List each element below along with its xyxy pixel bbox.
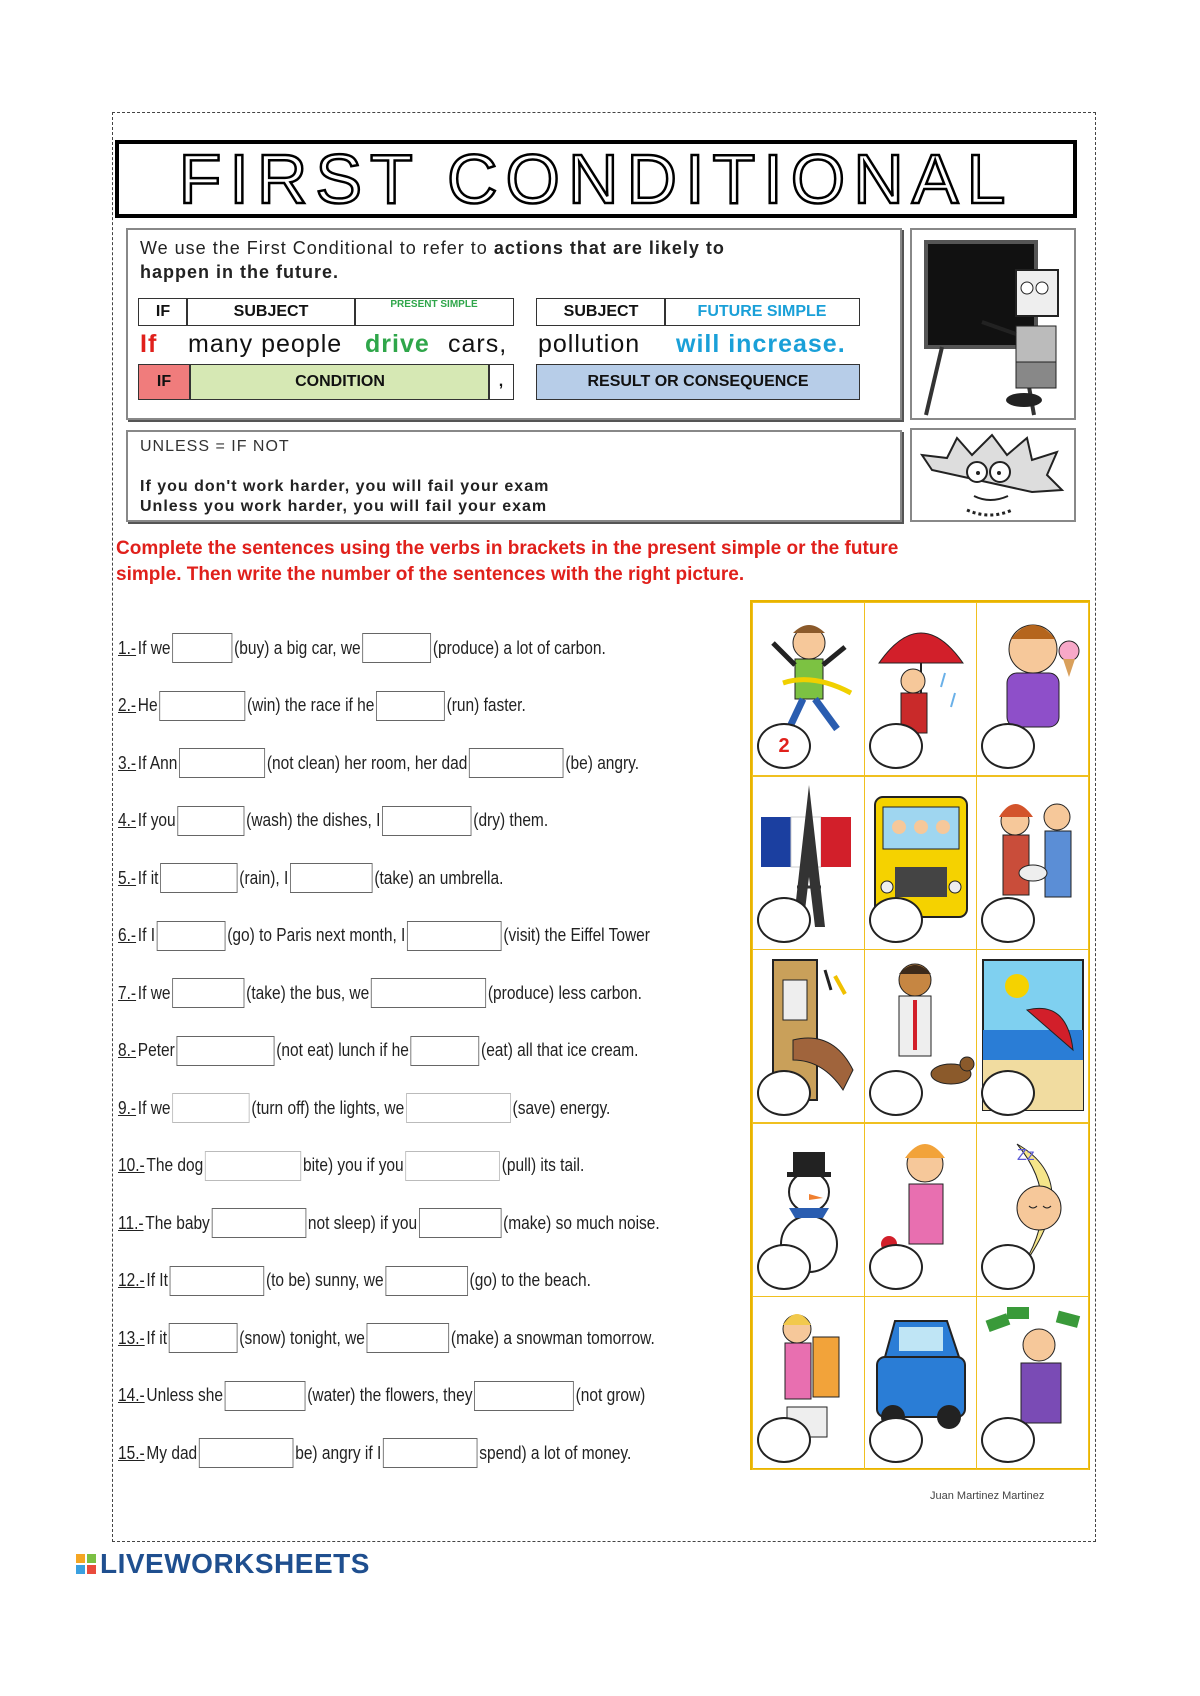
answer-circle[interactable] <box>757 1070 811 1116</box>
answer-blank-1[interactable] <box>177 806 244 836</box>
answer-blank-2[interactable] <box>362 633 431 663</box>
answer-circle[interactable]: 2 <box>757 723 811 769</box>
sentence-row <box>118 862 503 894</box>
answer-blank-2[interactable] <box>367 1323 450 1353</box>
sentence-part-1: If it <box>146 1327 168 1348</box>
sentence-part-2: (not eat) lunch if he <box>276 1040 409 1060</box>
sentence-part-2: not sleep) if you <box>307 1212 418 1233</box>
instructions-line2: simple. Then write the number of the sentences with the right picture. <box>116 564 745 585</box>
unless-heading: UNLESS = IF NOT <box>140 438 290 455</box>
sentence-part-2: bite) you if you <box>302 1155 404 1175</box>
sentence-number: 8.- <box>118 1040 137 1060</box>
brand-logo[interactable] <box>76 1548 370 1580</box>
answer-blank-2[interactable] <box>419 1208 502 1238</box>
picture-cell <box>976 1296 1089 1470</box>
answer-blank-1[interactable] <box>199 1438 294 1468</box>
intro-bold: actions that are likely to <box>493 238 725 258</box>
sentence-part-1: If you <box>137 810 176 830</box>
answer-blank-1[interactable] <box>169 1323 238 1353</box>
example-object: cars, <box>448 330 508 358</box>
answer-blank-1[interactable] <box>179 748 265 778</box>
answer-blank-1[interactable] <box>160 863 237 893</box>
structure-future-simple: FUTURE SIMPLE <box>664 298 860 326</box>
svg-text:Zz: Zz <box>1017 1146 1035 1164</box>
sentence-part-1: If we <box>137 1097 171 1118</box>
sentence-part-1: If Ann <box>137 752 178 773</box>
sentence-part-1: My dad <box>146 1442 198 1463</box>
answer-blank-2[interactable] <box>383 1438 478 1468</box>
sentence-number: 5.- <box>118 867 137 888</box>
sentence-part-1: If I <box>137 925 156 945</box>
intro-text <box>140 236 880 284</box>
intro-line1: We use the First Conditional to refer to <box>140 238 494 258</box>
example-result-verb: will increase. <box>676 330 846 358</box>
sentence-part-1: If we <box>137 982 171 1003</box>
condition-label: CONDITION <box>190 364 490 400</box>
answer-blank-2[interactable] <box>385 1266 468 1296</box>
answer-blank-1[interactable] <box>225 1381 306 1411</box>
instructions-line1: Complete the sentences using the verbs in brackets in the present simple or the future <box>116 538 899 559</box>
sentence-part-1: He <box>137 695 158 715</box>
sentence-number: 6.- <box>118 925 137 945</box>
sentence-row <box>118 805 548 837</box>
unless-example-1: If you don't work harder, you will fail your exam <box>140 478 550 495</box>
picture-cell <box>752 602 865 776</box>
sentence-row <box>118 690 526 722</box>
sentence-row <box>118 1035 638 1067</box>
answer-blank-2[interactable] <box>371 978 486 1008</box>
sentence-number: 14.- <box>118 1385 145 1405</box>
sentence-part-3: spend) a lot of money. <box>479 1442 632 1463</box>
grammar-info-box <box>126 228 902 420</box>
answer-blank-2[interactable] <box>290 863 373 893</box>
answer-circle[interactable] <box>981 1417 1035 1463</box>
condition-if: IF <box>138 364 190 400</box>
sentence-number: 2.- <box>118 695 137 715</box>
structure-subject: SUBJECT <box>186 298 356 326</box>
answer-blank-2[interactable] <box>407 921 502 951</box>
sentence-part-1: The dog <box>146 1155 204 1175</box>
sentence-number: 9.- <box>118 1097 137 1118</box>
sentence-row <box>118 1437 631 1469</box>
sentence-part-2: (win) the race if he <box>247 695 375 715</box>
sentence-part-2: (take) the bus, we <box>246 982 370 1003</box>
instructions <box>116 536 1046 588</box>
unless-box <box>126 430 902 522</box>
answer-blank-2[interactable] <box>376 691 445 721</box>
brand-name: LIVEWORKSHEETS <box>100 1548 370 1579</box>
answer-blank-2[interactable] <box>405 1151 500 1181</box>
sentence-part-3: (make) a snowman tomorrow. <box>450 1327 655 1348</box>
example-if: If <box>140 330 158 358</box>
answer-blank-2[interactable] <box>382 806 471 836</box>
sentence-part-3: (not grow) <box>575 1385 646 1405</box>
boy-at-blackboard-icon <box>912 230 1074 418</box>
sentence-part-3: (produce) less carbon. <box>487 982 642 1003</box>
sentence-part-1: Peter <box>137 1040 175 1060</box>
sentence-part-3: (take) an umbrella. <box>374 867 504 888</box>
sentence-row <box>118 1380 645 1412</box>
sentence-part-1: Unless she <box>146 1385 223 1405</box>
sentence-part-3: (dry) them. <box>473 810 549 830</box>
author-credit: Juan Martinez Martinez <box>930 1490 1045 1502</box>
sentence-row <box>118 977 642 1009</box>
answer-circle[interactable] <box>757 1417 811 1463</box>
sentence-part-3: (pull) its tail. <box>501 1155 585 1175</box>
picture-cell <box>864 1296 977 1470</box>
picture-cell <box>976 1123 1089 1297</box>
sentence-part-2: (snow) tonight, we <box>239 1327 365 1348</box>
answer-blank-2[interactable] <box>469 748 564 778</box>
sentence-row <box>118 632 606 664</box>
answer-circle[interactable] <box>869 1070 923 1116</box>
sentence-part-2: (turn off) the lights, we <box>251 1097 405 1118</box>
picture-cell <box>864 1123 977 1297</box>
picture-cell <box>864 602 977 776</box>
picture-cell <box>976 602 1089 776</box>
sentence-part-3: (be) angry. <box>565 752 640 773</box>
sentence-number: 4.- <box>118 810 137 830</box>
structure-if: IF <box>138 298 188 326</box>
sentence-number: 1.- <box>118 637 137 658</box>
picture-cell <box>864 776 977 950</box>
picture-cell <box>752 1296 865 1470</box>
sentence-part-2: (water) the flowers, they <box>307 1385 473 1405</box>
teacher-picture <box>910 228 1076 420</box>
page-title: FIRST CONDITIONAL <box>178 140 1014 218</box>
sentence-number: 3.- <box>118 752 137 773</box>
intro-line2: happen in the future. <box>140 262 339 282</box>
sentence-part-3: (visit) the Eiffel Tower <box>503 925 650 945</box>
girl-face-icon <box>912 430 1074 520</box>
condition-comma: , <box>488 364 514 400</box>
example-verb: drive <box>365 330 430 358</box>
answer-blank-1[interactable] <box>172 978 244 1008</box>
sentence-part-1: The baby <box>145 1212 210 1233</box>
structure-subject-2: SUBJECT <box>536 298 666 326</box>
answer-blank-1[interactable] <box>170 1266 265 1296</box>
picture-cell <box>864 949 977 1123</box>
answer-blank-2[interactable] <box>411 1036 480 1066</box>
example-result-subject: pollution <box>538 330 641 358</box>
unless-example-2: Unless you work harder, you will fail your exam <box>140 498 548 515</box>
sentence-part-2: be) angry if I <box>295 1442 382 1463</box>
sentence-number: 12.- <box>118 1270 145 1290</box>
sentence-part-3: (go) to the beach. <box>469 1270 591 1290</box>
sentence-part-1: If it <box>137 867 159 888</box>
answer-circle[interactable] <box>869 1244 923 1290</box>
picture-cell <box>752 1123 865 1297</box>
answer-blank-1[interactable] <box>172 633 232 663</box>
answer-circle[interactable] <box>981 723 1035 769</box>
sentence-part-2: (buy) a big car, we <box>234 637 361 658</box>
example-subject: many people <box>188 330 343 358</box>
sentence-part-3: (make) so much noise. <box>503 1212 660 1233</box>
sentence-row <box>118 920 650 952</box>
sentence-row <box>118 1150 584 1182</box>
sentence-number: 10.- <box>118 1155 145 1175</box>
sentence-row <box>118 1322 655 1354</box>
picture-cell <box>976 949 1089 1123</box>
answer-circle[interactable] <box>757 897 811 943</box>
sentence-number: 15.- <box>118 1442 145 1463</box>
answer-blank-1[interactable] <box>172 1093 249 1123</box>
answer-blank-2[interactable] <box>474 1381 574 1411</box>
sentence-part-3: (produce) a lot of carbon. <box>432 637 606 658</box>
answer-circle[interactable] <box>757 1244 811 1290</box>
sentence-number: 7.- <box>118 982 137 1003</box>
sentence-part-2: (wash) the dishes, I <box>246 810 381 830</box>
structure-present-simple: PRESENT SIMPLE <box>354 298 514 326</box>
answer-blank-1[interactable] <box>205 1151 301 1181</box>
sentence-part-2: (rain), I <box>239 867 289 888</box>
sentence-part-1: If we <box>137 637 171 658</box>
sentence-part-3: (save) energy. <box>512 1097 611 1118</box>
result-label: RESULT OR CONSEQUENCE <box>536 364 860 400</box>
sentence-row <box>118 1265 591 1297</box>
answer-circle[interactable] <box>981 897 1035 943</box>
girl-picture <box>910 428 1076 522</box>
picture-cell <box>752 949 865 1123</box>
sentence-number: 13.- <box>118 1327 145 1348</box>
answer-blank-1[interactable] <box>212 1208 307 1238</box>
sentence-part-2: (go) to Paris next month, I <box>227 925 406 945</box>
sentence-number: 11.- <box>118 1212 144 1233</box>
sentence-part-1: If It <box>146 1270 168 1290</box>
sentence-part-3: (eat) all that ice cream. <box>481 1040 639 1060</box>
answer-blank-1[interactable] <box>177 1036 275 1066</box>
sentence-part-2: (to be) sunny, we <box>265 1270 384 1290</box>
answer-circle[interactable] <box>869 723 923 769</box>
logo-icon <box>76 1554 96 1574</box>
answer-circle[interactable] <box>869 897 923 943</box>
answer-circle[interactable] <box>981 1070 1035 1116</box>
sentence-row <box>118 747 639 779</box>
title-box <box>115 140 1077 218</box>
answer-circle[interactable] <box>869 1417 923 1463</box>
picture-cell <box>752 776 865 950</box>
answer-circle[interactable] <box>981 1244 1035 1290</box>
answer-blank-1[interactable] <box>159 691 245 721</box>
sentence-part-2: (not clean) her room, her dad <box>266 752 468 773</box>
picture-cell <box>976 776 1089 950</box>
answer-blank-2[interactable] <box>406 1093 511 1123</box>
sentence-part-3: (run) faster. <box>446 695 526 715</box>
answer-blank-1[interactable] <box>157 921 226 951</box>
sentence-row <box>118 1207 660 1239</box>
sentence-row <box>118 1092 610 1124</box>
